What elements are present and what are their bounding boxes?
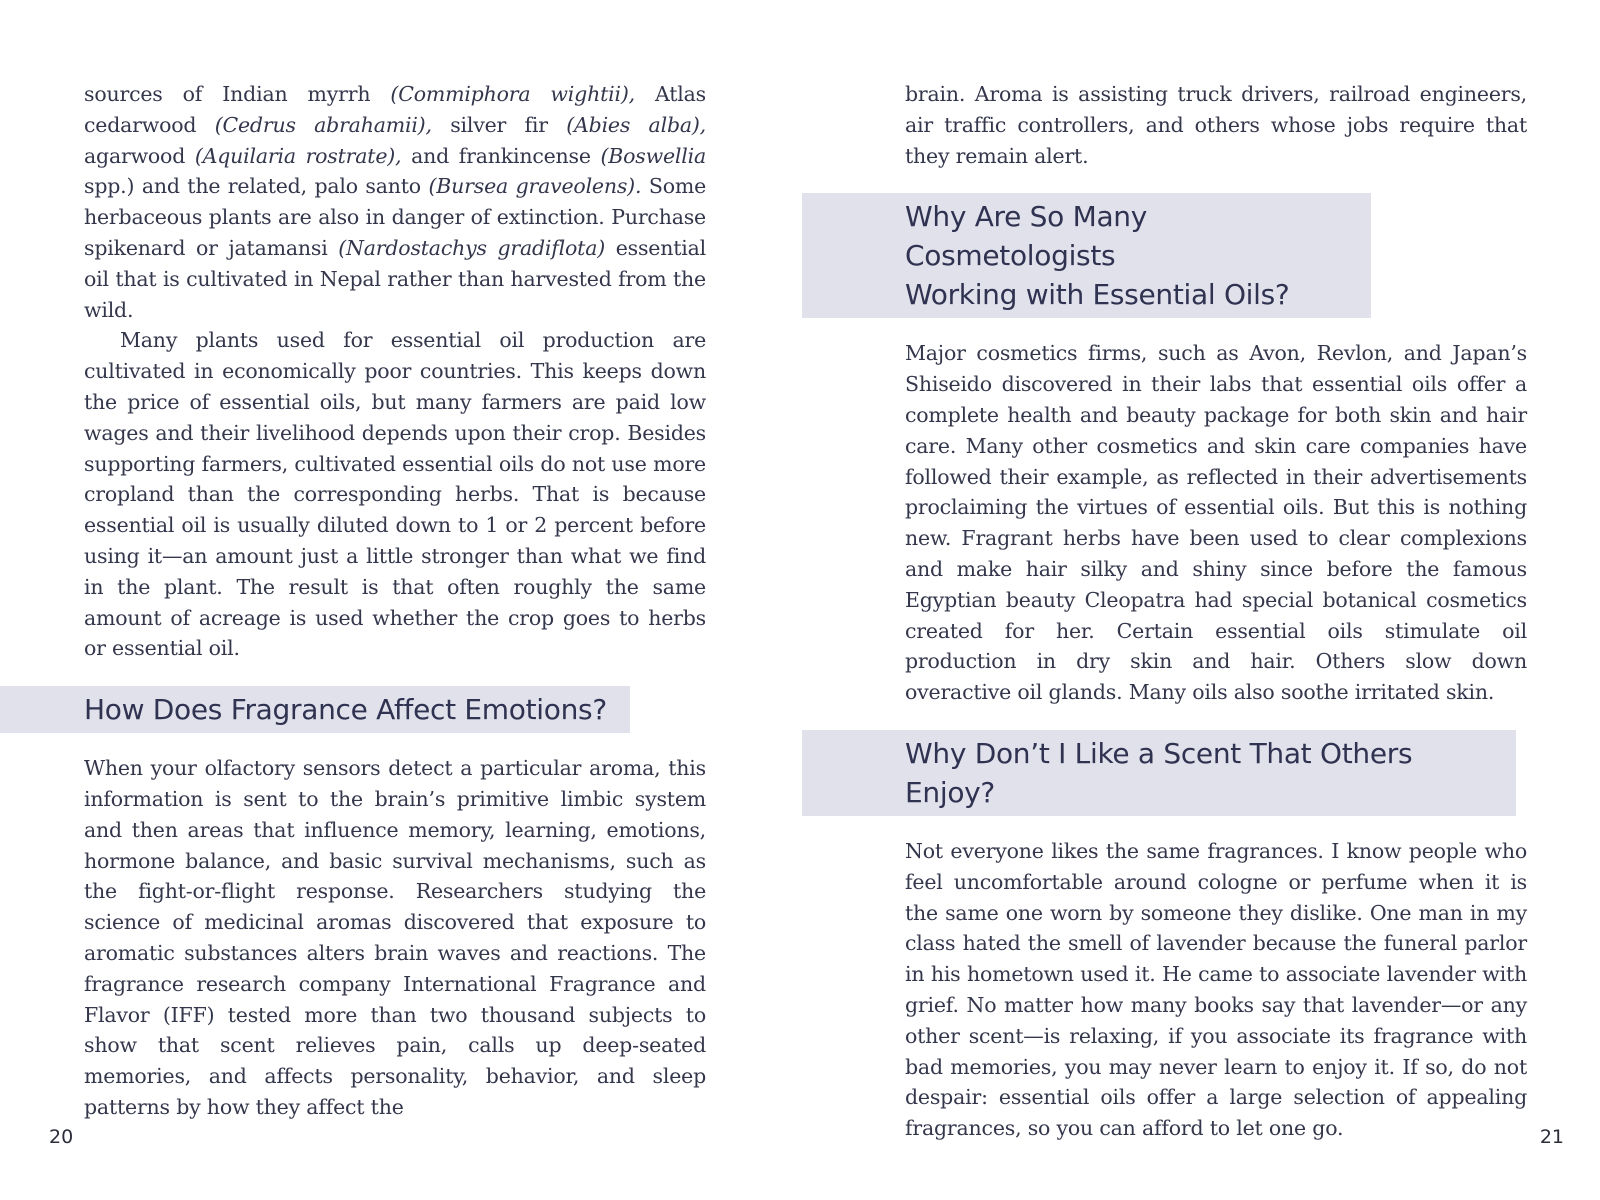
latin-name: (Cedrus abrahamii), xyxy=(214,112,432,137)
section-heading-fragrance-emotions: How Does Fragrance Affect Emotions? xyxy=(0,686,630,733)
text-run: spp.) and the related, palo santo xyxy=(84,174,429,199)
text-run: sources of Indian myrrh xyxy=(84,82,391,106)
text-run: silver fir xyxy=(431,112,567,137)
heading-line-1: Why Are So Many Cosmetologists xyxy=(905,200,1148,273)
latin-name: (Aquilaria rostrate), xyxy=(194,143,402,168)
paragraph-cosmetics: Major cosmetics firms, such as Avon, Revlon, and Japan’s Shiseido discovered in their labs that essential oils offer a complete health and beauty package for both skin and hair care. Many other cosmetics and skin care companies have followed their example, as reflected in their advertisements proclaiming the virtues of essential oils. But this is nothing new. Fragrant herbs have been used to clear complexions and make hair silky and shiny since before the famous Egyptian beauty Cleopatra had special botanical cosmetics created for her. Certain essential oils stimulate oil production in dry skin and hair. Others slow down overactive oil glands. Many oils also soothe irritated skin. xyxy=(905,341,1527,705)
paragraph-endangered-plants xyxy=(84,79,706,325)
left-text-column xyxy=(84,79,706,1123)
latin-name: (Commiphora wightii), xyxy=(390,82,635,106)
latin-name: (Boswellia xyxy=(600,143,706,168)
paragraph-olfactory: When your olfactory sensors detect a particular aroma, this information is sent to the brain’s primitive limbic system and then areas that influence memory, learning, emotions, hormone balance, and basic survival mechanisms, such as the fight-or-flight response. Researchers studying the science of medicinal aromas discovered that exposure to aromatic substances alters brain waves and reactions. The fragrance research company International Fragrance and Flavor (IFF) tested more than two thousand subjects to show that scent relieves pain, calls up deep-seated memories, and affects personality, behavior, and sleep patterns by how they affect the xyxy=(84,756,706,1119)
page-number-left: 20 xyxy=(49,1126,74,1148)
text-run: essential oil that is cultivated in Nepal rather than harvested from the wild. xyxy=(84,235,706,322)
section-heading-cosmetologists xyxy=(802,193,1371,318)
right-page xyxy=(800,0,1600,1200)
heading-line-2: Working with Essential Oils? xyxy=(905,278,1290,312)
latin-name: (Abies alba), xyxy=(566,112,706,137)
paragraph-fragrance-preferences: Not everyone likes the same fragrances. I know people who feel uncomfortable around cologne or perfume when it is the same one worn by someone they dislike. One man in my class hated the smell of lavender because the funeral parlor in his hometown used it. He came to associate lavender with grief. No matter how many books say that lavender—or any other scent—is relaxing, if you associate its fragrance with bad memories, you may never learn to enjoy it. If so, do not despair: essential oils offer a large selection of appealing fragrances, so you can afford to let one go. xyxy=(905,838,1527,1141)
latin-name: (Bursea graveolens). xyxy=(428,174,642,199)
paragraph-aroma-alert: brain. Aroma is assisting truck drivers, railroad engineers, air traffic controllers, and others whose jobs require that they remain alert. xyxy=(905,82,1527,168)
section-heading-scent-dislike: Why Don’t I Like a Scent That Others Enjoy? xyxy=(802,730,1516,816)
right-text-column xyxy=(905,79,1527,1144)
text-run: Atlas cedarwood xyxy=(84,82,706,137)
paragraph-cultivation: Many plants used for essential oil production are cultivated in economically poor countries. This keeps down the price of essential oils, but many farmers are paid low wages and their livelihood depends upon their crop. Besides supporting farmers, cultivated essential oils do not use more cropland than the corresponding herbs. That is because essential oil is usually diluted down to 1 or 2 percent before using it—an amount just a little stronger than what we find in the plant. The result is that often roughly the same amount of acreage is used whether the crop goes to herbs or essential oil. xyxy=(84,328,706,661)
text-run: agarwood xyxy=(84,143,195,168)
text-run: and frankincense xyxy=(401,143,601,168)
text-run: Some herbaceous plants are also in danger of extinction. Purchase spikenard or jatamansi xyxy=(84,174,707,260)
latin-name: (Nardostachys gradiflota) xyxy=(338,235,606,260)
page-number-right: 21 xyxy=(1539,1126,1564,1148)
